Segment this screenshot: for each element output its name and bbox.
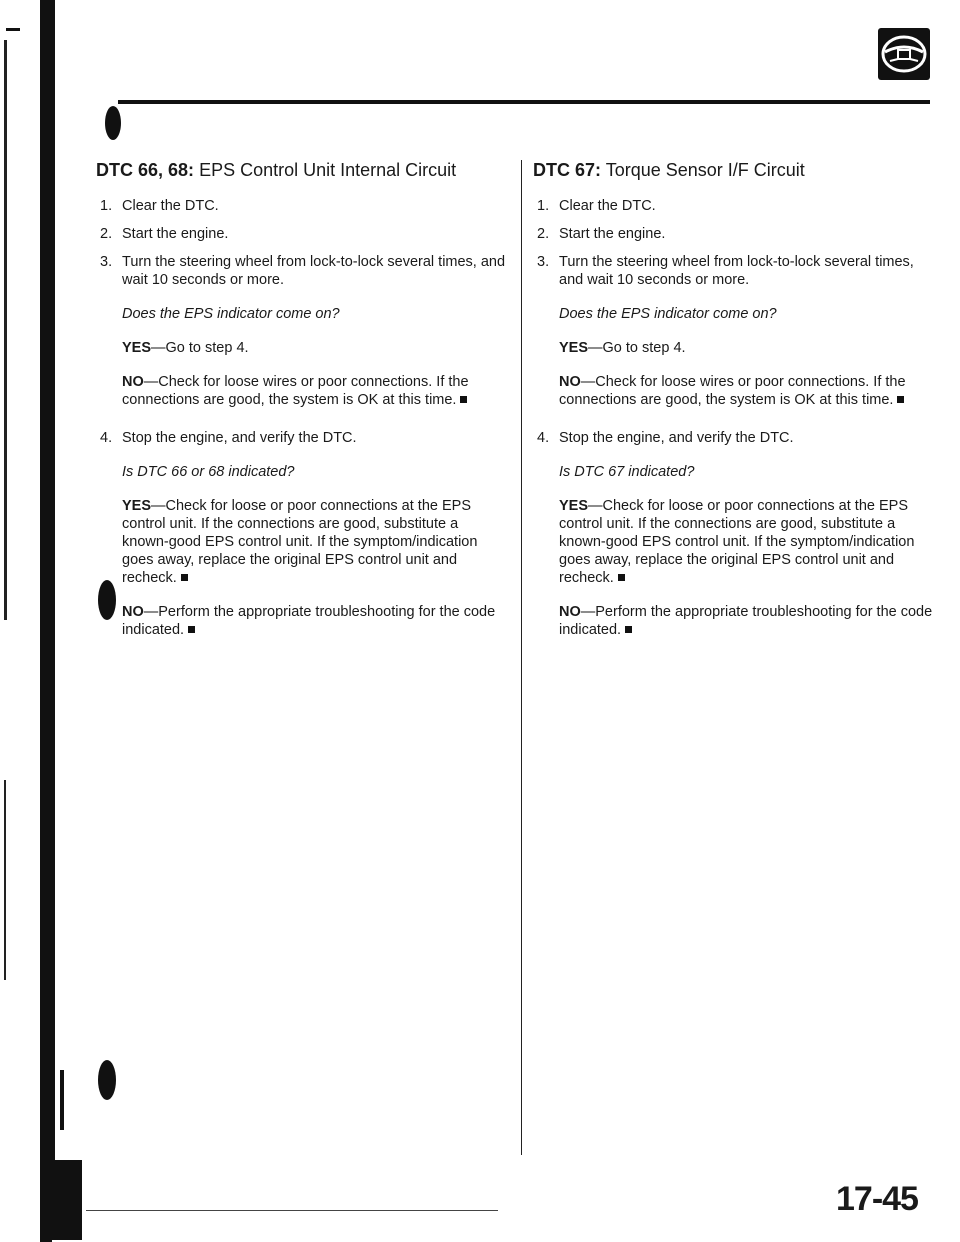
left-q1-yes: YES—Go to step 4. [122, 340, 249, 356]
end-mark-icon [460, 396, 467, 403]
left-step-4: 4. Stop the engine, and verify the DTC. [100, 430, 357, 446]
page-number: 17-45 [836, 1180, 918, 1218]
right-column [533, 160, 933, 655]
right-q2-yes: YES—Check for loose or poor connections at the EPS control unit. If the connections are good, substitute a known-good EPS control unit. If the symptom/indication goes away, replace the original EPS control unit and recheck. [559, 498, 915, 586]
right-question-2: Is DTC 67 indicated? [559, 464, 695, 480]
header-rule [118, 100, 930, 104]
right-q2-no: NO—Perform the appropriate troubleshooting for the code indicated. [559, 604, 933, 638]
binding-foot [52, 1160, 82, 1240]
footer-rule [86, 1210, 498, 1211]
right-step-3: 3. Turn the steering wheel from lock-to-lock several times, and wait 10 seconds or more. [537, 254, 914, 288]
left-step-3: 3. Turn the steering wheel from lock-to-lock several times, and wait 10 seconds or more. [100, 254, 506, 288]
page-edge-line [4, 40, 7, 620]
right-title-text: Torque Sensor I/F Circuit [605, 160, 805, 180]
right-step-4: 4. Stop the engine, and verify the DTC. [537, 430, 794, 446]
binding-hole [105, 106, 121, 140]
end-mark-icon [897, 396, 904, 403]
right-question-1: Does the EPS indicator come on? [559, 306, 777, 322]
left-step-2: 2. Start the engine. [100, 226, 229, 242]
right-step-2: 2. Start the engine. [537, 226, 666, 242]
binding-tick [6, 28, 20, 31]
binding-hole [98, 1060, 116, 1100]
right-dtc-code: DTC 67: [533, 160, 602, 180]
steering-wheel-icon [878, 28, 930, 80]
right-q1-no: NO—Check for loose wires or poor connections. If the connections are good, the system is OK at this time. [559, 374, 906, 408]
binding-edge [40, 0, 52, 1242]
spacer [60, 1160, 960, 1162]
left-question-2: Is DTC 66 or 68 indicated? [122, 464, 295, 480]
end-mark-icon [188, 626, 195, 633]
end-mark-icon [181, 574, 188, 581]
column-divider [521, 160, 522, 1155]
right-q1-yes: YES—Go to step 4. [559, 340, 686, 356]
left-column [96, 160, 508, 655]
left-section-title [96, 160, 508, 181]
page-edge-line-lower [4, 780, 6, 980]
left-question-1: Does the EPS indicator come on? [122, 306, 340, 322]
end-mark-icon [618, 574, 625, 581]
end-mark-icon [625, 626, 632, 633]
left-q1-no: NO—Check for loose wires or poor connections. If the connections are good, the system is OK at this time. [122, 374, 469, 408]
left-title-text: EPS Control Unit Internal Circuit [199, 160, 457, 180]
left-step-1: 1. Clear the DTC. [100, 198, 219, 214]
left-q2-yes: YES—Check for loose or poor connections at the EPS control unit. If the connections are good, substitute a known-good EPS control unit. If the symptom/indication goes away, replace the original EPS control unit and recheck. [122, 498, 478, 586]
left-dtc-code: DTC 66, 68: [96, 160, 195, 180]
binding-edge-inner [52, 0, 55, 1160]
left-q2-no: NO—Perform the appropriate troubleshooting for the code indicated. [122, 604, 496, 638]
right-step-1: 1. Clear the DTC. [537, 198, 656, 214]
right-section-title [533, 160, 933, 181]
binding-mark [60, 1070, 64, 1130]
